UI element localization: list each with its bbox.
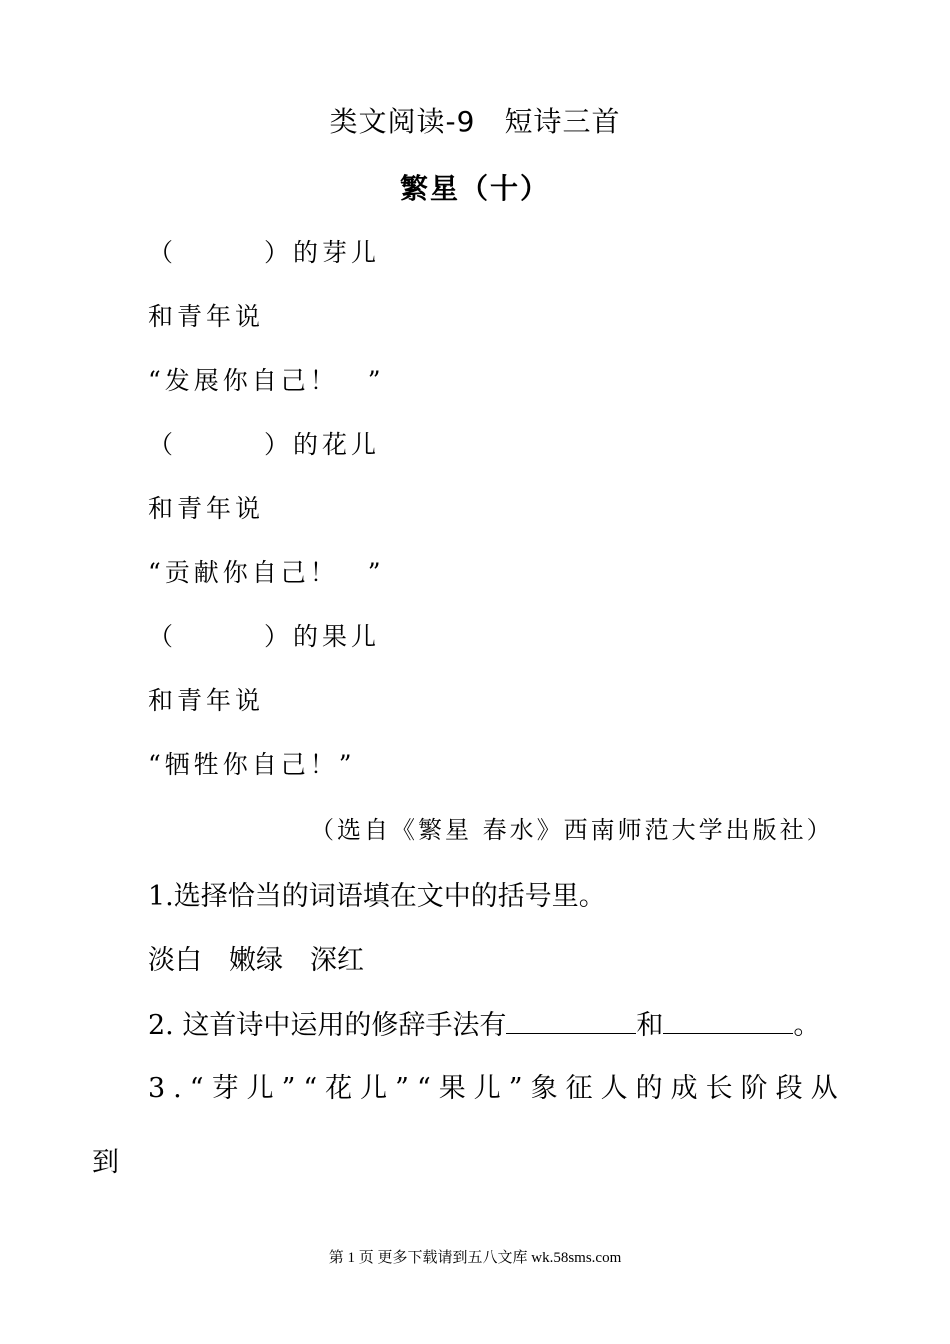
question-1-options: 淡白 嫩绿 深红: [148, 945, 364, 976]
question-3-line-1: 3.“芽儿”“花儿”“果儿”象征人的成长阶段从: [148, 1073, 846, 1104]
question-2-prefix: 2. 这首诗中运用的修辞手法有: [148, 1010, 507, 1041]
answer-blank-2[interactable]: [663, 1009, 793, 1034]
document-title: 类文阅读-9 短诗三首: [329, 105, 621, 138]
question-3-line-2: 到: [92, 1147, 119, 1178]
question-2-end: 。: [793, 1010, 821, 1041]
poem-line: 和青年说: [148, 494, 265, 523]
poem-line: （ ）的花儿: [148, 430, 381, 459]
question-2: [148, 1003, 820, 1042]
poem-line: “贡献你自己！ ”: [148, 558, 385, 587]
answer-blank-1[interactable]: [506, 1009, 636, 1034]
poem-line: （ ）的果儿: [148, 622, 381, 651]
poem-line: （ ）的芽儿: [148, 238, 381, 267]
page-footer: 第 1 页 更多下载请到五八文库 wk.58sms.com: [328, 1250, 622, 1266]
poem-line: 和青年说: [148, 686, 265, 715]
poem-line: 和青年说: [148, 302, 265, 331]
poem-source: （选自《繁星 春水》西南师范大学出版社）: [310, 816, 834, 844]
question-1: 1.选择恰当的词语填在文中的括号里。: [148, 881, 606, 912]
poem-line: “牺牲你自己！”: [148, 750, 356, 779]
question-2-and: 和: [636, 1010, 664, 1041]
poem-title: 繁星（十）: [399, 172, 550, 205]
poem-line: “发展你自己！ ”: [148, 366, 385, 395]
